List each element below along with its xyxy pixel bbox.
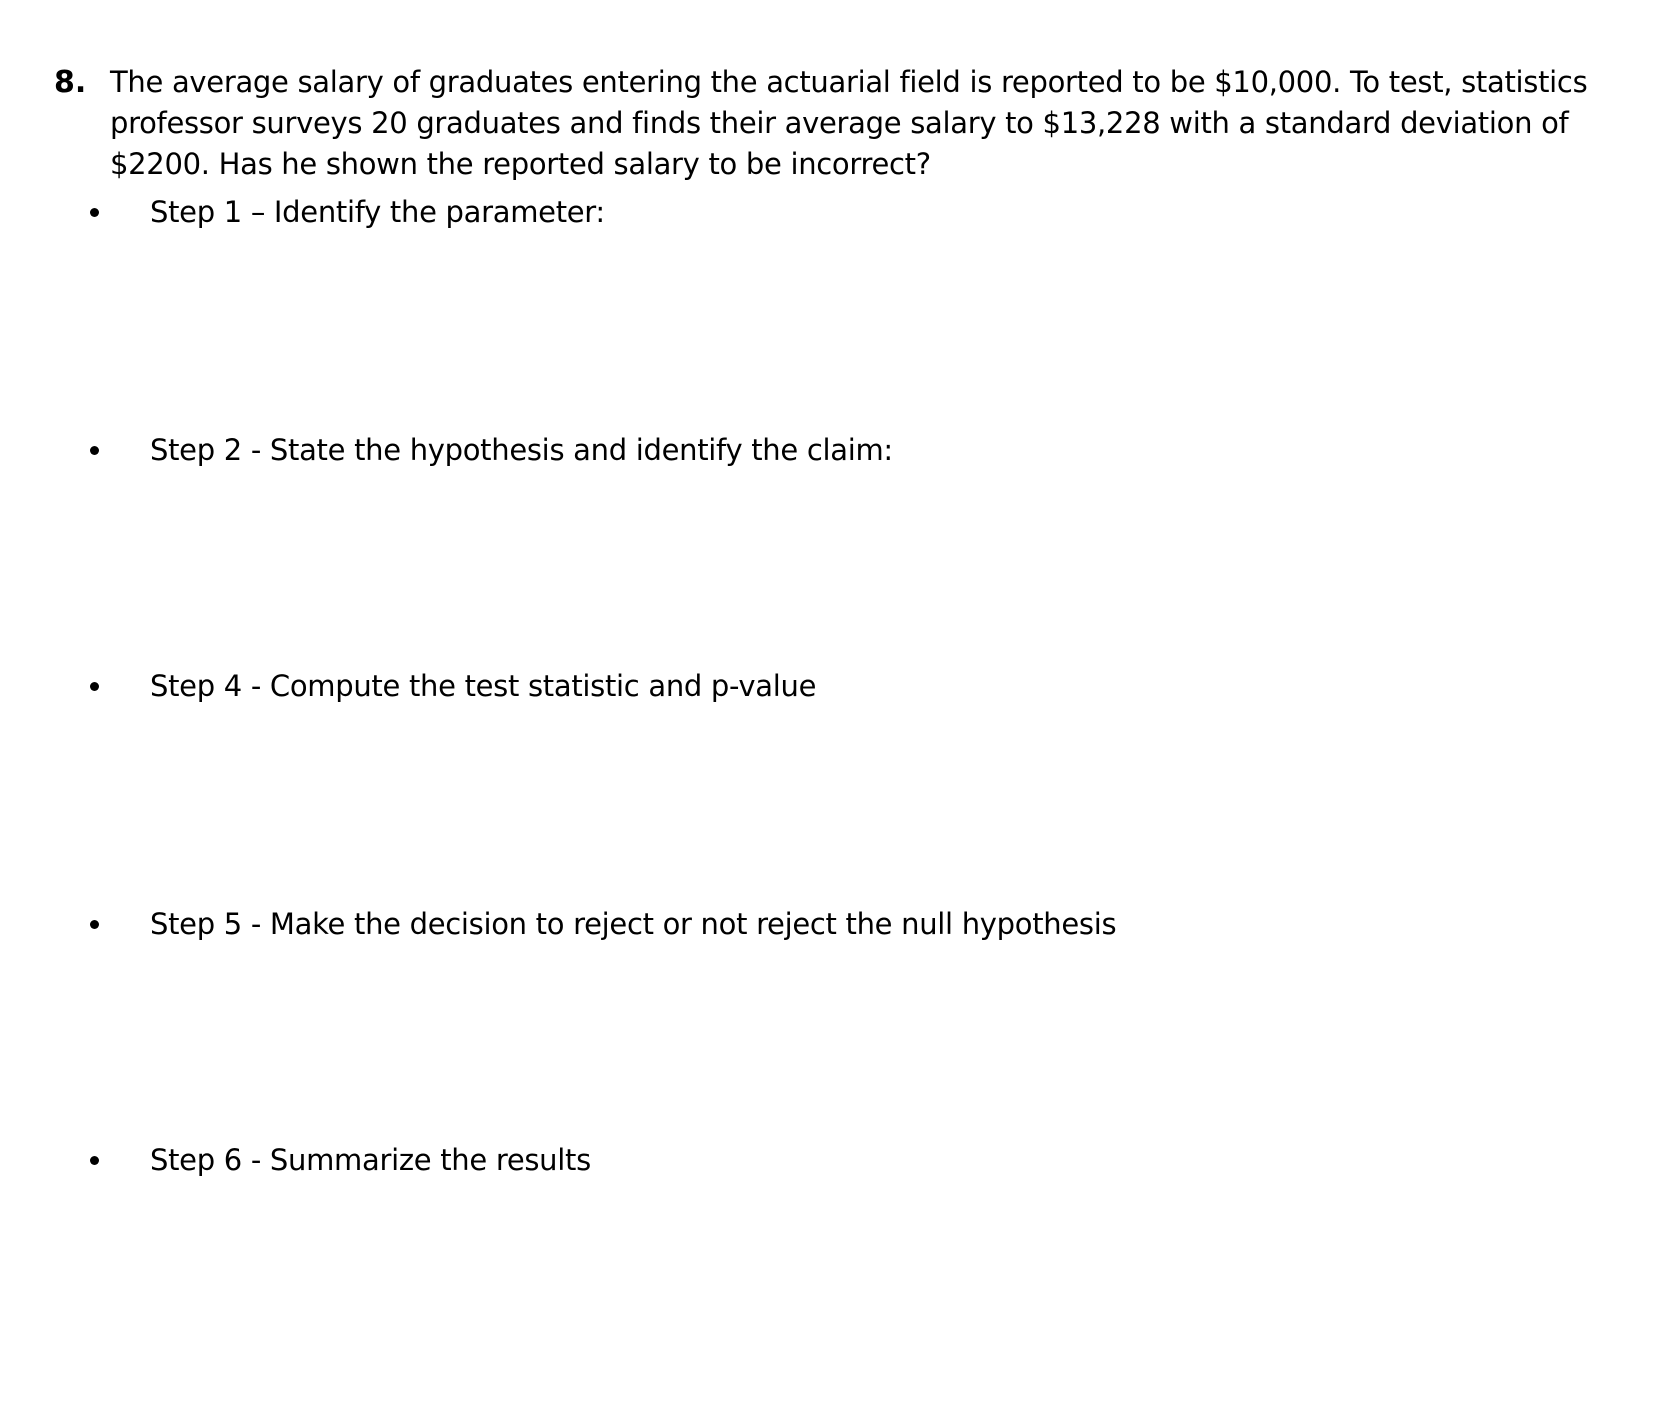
- bullet-icon: [90, 446, 99, 455]
- answer-space: [150, 478, 1550, 658]
- bullet-icon: [90, 920, 99, 929]
- step-label: Step 4 - Compute the test statistic and p-value: [150, 669, 817, 703]
- answer-space: [150, 714, 1550, 894]
- bullet-icon: [90, 208, 99, 217]
- bullet-icon: [90, 682, 99, 691]
- answer-space: [150, 240, 1550, 420]
- question-block: [54, 62, 1634, 185]
- question-text: The average salary of graduates entering the actuarial field is reported to be $10,000. To test, statistics professor surveys 20 graduates and finds their average salary to $13,228 with a standard deviation of $2200. Has he shown the reported salary to be incorrect?: [110, 65, 1588, 181]
- step-label: Step 1 – Identify the parameter:: [150, 195, 605, 229]
- step-label: Step 2 - State the hypothesis and identify the claim:: [150, 433, 893, 467]
- bullet-icon: [90, 1156, 99, 1165]
- question-number: 8.: [54, 65, 87, 100]
- step-label: Step 6 - Summarize the results: [150, 1143, 591, 1177]
- answer-space: [150, 952, 1550, 1132]
- step-label: Step 5 - Make the decision to reject or not reject the null hypothesis: [150, 907, 1117, 941]
- answer-space: [150, 1188, 1550, 1388]
